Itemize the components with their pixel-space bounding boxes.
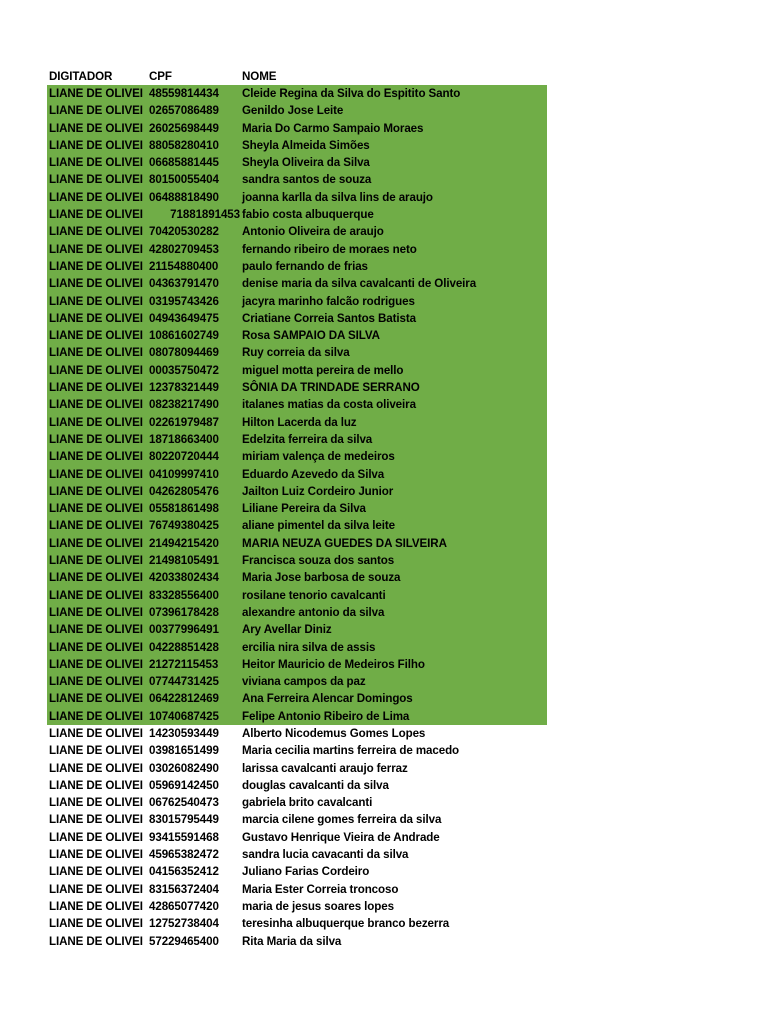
cell-digitador[interactable]: LIANE DE OLIVEI [49, 865, 143, 879]
cell-nome[interactable]: denise maria da silva cavalcanti de Oliveira [242, 277, 477, 291]
column-header-cpf[interactable]: CPF [149, 70, 172, 83]
table-row[interactable] [47, 708, 547, 725]
cell-cpf[interactable]: 06685881445 [149, 156, 219, 170]
cell-cpf[interactable]: 42865077420 [149, 899, 219, 913]
table-row[interactable] [47, 604, 547, 621]
cell-digitador[interactable]: LIANE DE OLIVEI [49, 208, 143, 222]
cell-cpf[interactable]: 07744731425 [149, 675, 219, 689]
cell-digitador[interactable]: LIANE DE OLIVEI [49, 605, 143, 619]
cell-digitador[interactable]: LIANE DE OLIVEI [49, 173, 143, 187]
cell-nome[interactable]: rosilane tenorio cavalcanti [242, 588, 386, 602]
cell-cpf[interactable]: 76749380425 [149, 519, 219, 533]
cell-nome[interactable]: aliane pimentel da silva leite [242, 519, 395, 533]
table-row[interactable] [47, 552, 547, 569]
cell-cpf[interactable]: 00377996491 [149, 623, 219, 637]
cell-cpf[interactable]: 04156352412 [149, 865, 219, 879]
cell-cpf[interactable]: 80220720444 [149, 450, 219, 464]
cell-nome[interactable]: sandra lucia cavacanti da silva [242, 848, 409, 862]
cell-digitador[interactable]: LIANE DE OLIVEI [49, 398, 143, 412]
cell-nome[interactable]: Alberto Nicodemus Gomes Lopes [242, 726, 426, 740]
cell-nome[interactable]: Felipe Antonio Ribeiro de Lima [242, 709, 410, 723]
cell-nome[interactable]: gabriela brito cavalcanti [242, 796, 373, 810]
cell-cpf[interactable]: 83015795449 [149, 813, 219, 827]
cell-cpf[interactable]: 93415591468 [149, 830, 219, 844]
cell-nome[interactable]: paulo fernando de frias [242, 259, 368, 273]
cell-nome[interactable]: Antonio Oliveira de araujo [242, 225, 384, 239]
cell-digitador[interactable]: LIANE DE OLIVEI [49, 346, 143, 360]
cell-cpf[interactable]: 83156372404 [149, 882, 219, 896]
cell-digitador[interactable]: LIANE DE OLIVEI [49, 519, 143, 533]
cell-nome[interactable]: Ary Avellar Diniz [242, 623, 332, 637]
cell-cpf[interactable]: 05969142450 [149, 778, 219, 792]
table-row[interactable] [47, 379, 547, 396]
cell-cpf[interactable]: 88058280410 [149, 138, 219, 152]
cell-cpf[interactable]: 48559814434 [149, 87, 219, 100]
cell-digitador[interactable]: LIANE DE OLIVEI [49, 848, 143, 862]
cell-cpf[interactable]: 10861602749 [149, 329, 219, 343]
table-row[interactable] [47, 639, 547, 656]
cell-nome[interactable]: ercilia nira silva de assis [242, 640, 376, 654]
cell-digitador[interactable]: LIANE DE OLIVEI [49, 657, 143, 671]
table-row[interactable] [47, 396, 547, 413]
table-row[interactable] [47, 673, 547, 690]
cell-nome[interactable]: jacyra marinho falcão rodrigues [242, 294, 415, 308]
cell-cpf[interactable]: 03026082490 [149, 761, 219, 775]
cell-nome[interactable]: larissa cavalcanti araujo ferraz [242, 761, 408, 775]
cell-cpf[interactable]: 08078094469 [149, 346, 219, 360]
cell-digitador[interactable]: LIANE DE OLIVEI [49, 277, 143, 291]
table-row[interactable] [47, 621, 547, 638]
cell-nome[interactable]: Maria Ester Correia troncoso [242, 882, 399, 896]
table-row[interactable] [47, 85, 547, 102]
table-row[interactable] [47, 898, 547, 915]
cell-cpf[interactable]: 57229465400 [149, 934, 219, 948]
cell-nome[interactable]: Maria Do Carmo Sampaio Moraes [242, 121, 424, 135]
cell-digitador[interactable]: LIANE DE OLIVEI [49, 259, 143, 273]
cell-cpf[interactable]: 18718663400 [149, 432, 219, 446]
table-row[interactable] [47, 241, 547, 258]
cell-cpf[interactable]: 06488818490 [149, 190, 219, 204]
table-row[interactable] [47, 915, 547, 932]
cell-nome[interactable]: Rita Maria da silva [242, 934, 342, 948]
cell-nome[interactable]: Francisca souza dos santos [242, 554, 395, 568]
cell-digitador[interactable]: LIANE DE OLIVEI [49, 571, 143, 585]
cell-digitador[interactable]: LIANE DE OLIVEI [49, 381, 143, 395]
cell-digitador[interactable]: LIANE DE OLIVEI [49, 554, 143, 568]
cell-nome[interactable]: joanna karlla da silva lins de araujo [242, 190, 433, 204]
column-header-nome[interactable]: NOME [242, 70, 277, 83]
table-row[interactable] [47, 310, 547, 327]
cell-cpf[interactable]: 14230593449 [149, 726, 219, 740]
cell-digitador[interactable]: LIANE DE OLIVEI [49, 363, 143, 377]
cell-digitador[interactable]: LIANE DE OLIVEI [49, 813, 143, 827]
cell-nome[interactable]: Sheyla Almeida Simões [242, 138, 370, 152]
table-row[interactable] [47, 327, 547, 344]
cell-digitador[interactable]: LIANE DE OLIVEI [49, 675, 143, 689]
table-row[interactable] [47, 414, 547, 431]
cell-nome[interactable]: Maria Jose barbosa de souza [242, 571, 401, 585]
cell-nome[interactable]: Genildo Jose Leite [242, 104, 344, 118]
cell-cpf[interactable]: 45965382472 [149, 848, 219, 862]
cell-cpf[interactable]: 10740687425 [149, 709, 219, 723]
cell-cpf[interactable]: 02261979487 [149, 415, 219, 429]
table-row[interactable] [47, 223, 547, 240]
table-row[interactable] [47, 171, 547, 188]
cell-nome[interactable]: Ana Ferreira Alencar Domingos [242, 692, 413, 706]
table-row[interactable] [47, 206, 547, 223]
table-row[interactable] [47, 569, 547, 586]
cell-nome[interactable]: viviana campos da paz [242, 675, 366, 689]
cell-nome[interactable]: Jailton Luiz Cordeiro Junior [242, 484, 394, 498]
cell-cpf[interactable]: 42033802434 [149, 571, 219, 585]
table-row[interactable] [47, 258, 547, 275]
table-row[interactable] [47, 275, 547, 292]
table-row[interactable] [47, 725, 547, 742]
cell-cpf[interactable]: 04109997410 [149, 467, 219, 481]
cell-cpf[interactable]: 03981651499 [149, 744, 219, 758]
table-row[interactable] [47, 293, 547, 310]
cell-nome[interactable]: SÔNIA DA TRINDADE SERRANO [242, 381, 420, 395]
cell-cpf[interactable]: 12378321449 [149, 381, 219, 395]
cell-cpf[interactable]: 71881891453 [170, 208, 240, 222]
table-row[interactable] [47, 535, 547, 552]
cell-nome[interactable]: italanes matias da costa oliveira [242, 398, 416, 412]
cell-cpf[interactable]: 26025698449 [149, 121, 219, 135]
cell-digitador[interactable]: LIANE DE OLIVEI [49, 623, 143, 637]
table-row[interactable] [47, 102, 547, 119]
cell-nome[interactable]: alexandre antonio da silva [242, 605, 385, 619]
cell-digitador[interactable]: LIANE DE OLIVEI [49, 934, 143, 948]
cell-cpf[interactable]: 70420530282 [149, 225, 219, 239]
cell-nome[interactable]: Liliane Pereira da Silva [242, 502, 366, 516]
cell-cpf[interactable]: 04363791470 [149, 277, 219, 291]
cell-cpf[interactable]: 02657086489 [149, 104, 219, 118]
cell-cpf[interactable]: 04943649475 [149, 311, 219, 325]
table-row[interactable] [47, 466, 547, 483]
table-row[interactable] [47, 933, 547, 950]
cell-nome[interactable]: Heitor Mauricio de Medeiros Filho [242, 657, 425, 671]
cell-nome[interactable]: Juliano Farias Cordeiro [242, 865, 370, 879]
table-row[interactable] [47, 448, 547, 465]
table-row[interactable] [47, 500, 547, 517]
cell-digitador[interactable]: LIANE DE OLIVEI [49, 467, 143, 481]
table-row[interactable] [47, 431, 547, 448]
table-row[interactable] [47, 811, 547, 828]
cell-digitador[interactable]: LIANE DE OLIVEI [49, 329, 143, 343]
cell-cpf[interactable]: 21494215420 [149, 536, 219, 550]
cell-cpf[interactable]: 03195743426 [149, 294, 219, 308]
table-row[interactable] [47, 760, 547, 777]
cell-digitador[interactable]: LIANE DE OLIVEI [49, 104, 143, 118]
cell-nome[interactable]: Sheyla Oliveira da Silva [242, 156, 370, 170]
cell-nome[interactable]: Edelzita ferreira da silva [242, 432, 373, 446]
cell-cpf[interactable]: 21154880400 [149, 259, 219, 273]
cell-nome[interactable]: teresinha albuquerque branco bezerra [242, 917, 450, 931]
cell-nome[interactable]: miriam valença de medeiros [242, 450, 395, 464]
cell-digitador[interactable]: LIANE DE OLIVEI [49, 138, 143, 152]
cell-digitador[interactable]: LIANE DE OLIVEI [49, 830, 143, 844]
table-row[interactable] [47, 794, 547, 811]
cell-cpf[interactable]: 21272115453 [149, 657, 219, 671]
table-row[interactable] [47, 137, 547, 154]
cell-digitador[interactable]: LIANE DE OLIVEI [49, 796, 143, 810]
cell-nome[interactable]: Hilton Lacerda da luz [242, 415, 357, 429]
cell-cpf[interactable]: 04262805476 [149, 484, 219, 498]
cell-digitador[interactable]: LIANE DE OLIVEI [49, 692, 143, 706]
cell-digitador[interactable]: LIANE DE OLIVEI [49, 778, 143, 792]
cell-nome[interactable]: MARIA NEUZA GUEDES DA SILVEIRA [242, 536, 447, 550]
cell-nome[interactable]: Maria cecilia martins ferreira de macedo [242, 744, 460, 758]
cell-digitador[interactable]: LIANE DE OLIVEI [49, 709, 143, 723]
column-header-digitador[interactable]: DIGITADOR [49, 70, 113, 83]
table-row[interactable] [47, 829, 547, 846]
cell-digitador[interactable]: LIANE DE OLIVEI [49, 917, 143, 931]
cell-nome[interactable]: maria de jesus soares lopes [242, 899, 394, 913]
table-row[interactable] [47, 656, 547, 673]
spreadsheet-table [47, 68, 547, 950]
cell-digitador[interactable]: LIANE DE OLIVEI [49, 588, 143, 602]
cell-cpf[interactable]: 05581861498 [149, 502, 219, 516]
cell-digitador[interactable]: LIANE DE OLIVEI [49, 899, 143, 913]
cell-digitador[interactable]: LIANE DE OLIVEI [49, 536, 143, 550]
cell-cpf[interactable]: 04228851428 [149, 640, 219, 654]
cell-cpf[interactable]: 83328556400 [149, 588, 219, 602]
cell-nome[interactable]: Gustavo Henrique Vieira de Andrade [242, 830, 440, 844]
cell-nome[interactable]: marcia cilene gomes ferreira da silva [242, 813, 442, 827]
cell-digitador[interactable]: LIANE DE OLIVEI [49, 156, 143, 170]
cell-cpf[interactable]: 80150055404 [149, 173, 219, 187]
cell-cpf[interactable]: 06422812469 [149, 692, 219, 706]
table-row[interactable] [47, 690, 547, 707]
cell-nome[interactable]: Ruy correia da silva [242, 346, 350, 360]
table-row[interactable] [47, 483, 547, 500]
cell-nome[interactable]: miguel motta pereira de mello [242, 363, 404, 377]
cell-digitador[interactable]: LIANE DE OLIVEI [49, 87, 143, 100]
cell-digitador[interactable]: LIANE DE OLIVEI [49, 502, 143, 516]
header-row [47, 68, 547, 85]
cell-digitador[interactable]: LIANE DE OLIVEI [49, 484, 143, 498]
table-row[interactable] [47, 587, 547, 604]
cell-cpf[interactable]: 08238217490 [149, 398, 219, 412]
cell-cpf[interactable]: 06762540473 [149, 796, 219, 810]
cell-digitador[interactable]: LIANE DE OLIVEI [49, 242, 143, 256]
table-row[interactable] [47, 344, 547, 361]
table-body [47, 85, 547, 950]
cell-digitador[interactable]: LIANE DE OLIVEI [49, 882, 143, 896]
cell-digitador[interactable]: LIANE DE OLIVEI [49, 761, 143, 775]
cell-nome[interactable]: douglas cavalcanti da silva [242, 778, 389, 792]
cell-cpf[interactable]: 12752738404 [149, 917, 219, 931]
table-row[interactable] [47, 881, 547, 898]
cell-digitador[interactable]: LIANE DE OLIVEI [49, 190, 143, 204]
cell-cpf[interactable]: 42802709453 [149, 242, 219, 256]
cell-digitador[interactable]: LIANE DE OLIVEI [49, 450, 143, 464]
cell-digitador[interactable]: LIANE DE OLIVEI [49, 121, 143, 135]
cell-nome[interactable]: sandra santos de souza [242, 173, 372, 187]
cell-digitador[interactable]: LIANE DE OLIVEI [49, 640, 143, 654]
cell-digitador[interactable]: LIANE DE OLIVEI [49, 744, 143, 758]
table-row[interactable] [47, 777, 547, 794]
cell-digitador[interactable]: LIANE DE OLIVEI [49, 726, 143, 740]
cell-digitador[interactable]: LIANE DE OLIVEI [49, 311, 143, 325]
table-row[interactable] [47, 362, 547, 379]
cell-nome[interactable]: Rosa SAMPAIO DA SILVA [242, 329, 380, 343]
cell-digitador[interactable]: LIANE DE OLIVEI [49, 432, 143, 446]
table-row[interactable] [47, 189, 547, 206]
table-row[interactable] [47, 863, 547, 880]
table-row[interactable] [47, 120, 547, 137]
table-row[interactable] [47, 154, 547, 171]
table-row[interactable] [47, 742, 547, 759]
table-row[interactable] [47, 517, 547, 534]
cell-digitador[interactable]: LIANE DE OLIVEI [49, 294, 143, 308]
cell-digitador[interactable]: LIANE DE OLIVEI [49, 415, 143, 429]
cell-cpf[interactable]: 00035750472 [149, 363, 219, 377]
table-row[interactable] [47, 846, 547, 863]
cell-nome[interactable]: Criatiane Correia Santos Batista [242, 311, 416, 325]
cell-nome[interactable]: Eduardo Azevedo da Silva [242, 467, 385, 481]
cell-nome[interactable]: fabio costa albuquerque [242, 208, 374, 222]
cell-cpf[interactable]: 21498105491 [149, 554, 219, 568]
cell-nome[interactable]: fernando ribeiro de moraes neto [242, 242, 417, 256]
cell-cpf[interactable]: 07396178428 [149, 605, 219, 619]
cell-nome[interactable]: Cleide Regina da Silva do Espitito Santo [242, 87, 461, 100]
cell-digitador[interactable]: LIANE DE OLIVEI [49, 225, 143, 239]
